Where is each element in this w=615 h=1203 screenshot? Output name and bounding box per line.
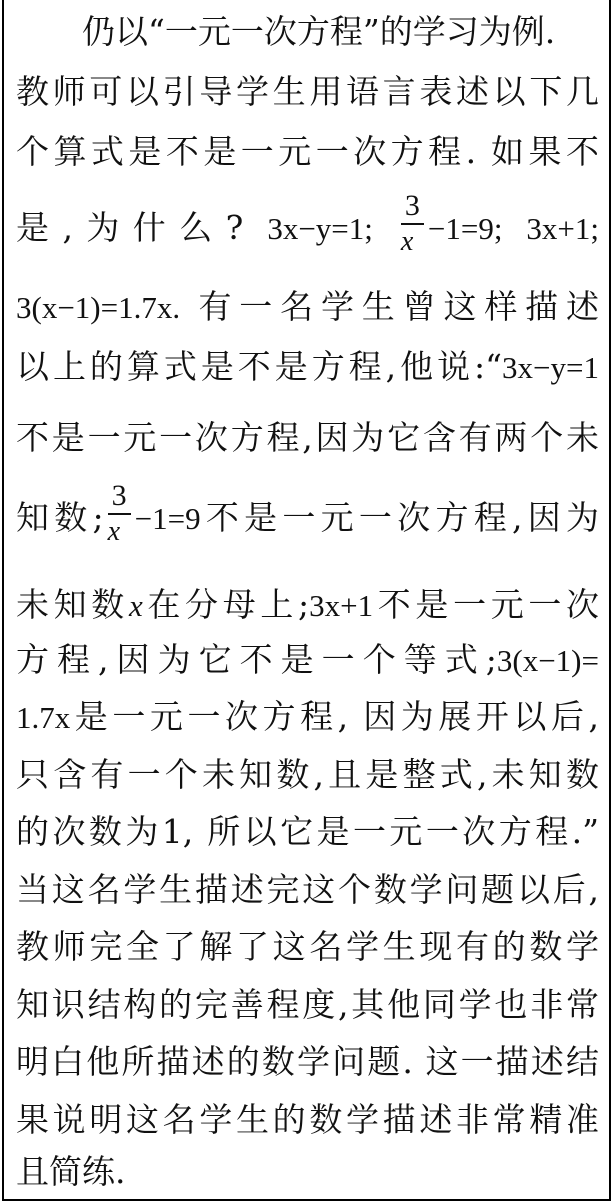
equation-inline: 3(x−1)= xyxy=(496,643,599,678)
text-segment: 当这名学生描述完这个数学问题以后, xyxy=(16,870,599,909)
text-line-8 xyxy=(16,473,599,563)
text-segment: 不是一元一次方程,因为 xyxy=(200,498,599,537)
text-line-7 xyxy=(16,418,599,458)
equation-3x-minus-y: 3x−y=1; xyxy=(267,211,373,246)
fraction-denominator: x xyxy=(400,226,414,257)
fraction-3-over-x xyxy=(401,189,424,259)
text-line-10 xyxy=(16,640,599,680)
fraction-denominator: x xyxy=(107,516,121,547)
equation-inline: 3x−y=1 xyxy=(502,350,599,385)
text-line-16 xyxy=(16,985,599,1025)
text-segment: 果说明这名学生的数学描述非常精准 xyxy=(16,1100,599,1139)
text-segment: 未知数 xyxy=(16,585,129,624)
text-line-3 xyxy=(16,132,599,172)
variable-x: x xyxy=(128,588,143,623)
fraction-3-over-x xyxy=(108,479,131,549)
text-segment: 知数; xyxy=(16,498,104,537)
text-line-9 xyxy=(16,585,599,625)
text-segment: 不是一元一次 xyxy=(373,585,599,624)
text-line-14 xyxy=(16,870,599,910)
text-segment: 是一元一次方程, 因为展开以后, xyxy=(70,697,599,736)
text-segment: 仍以“一元一次方程”的学习为例. xyxy=(82,12,556,51)
text-segment: 的次数为1, 所以它是一元一次方程.” xyxy=(16,812,599,851)
text-line-18 xyxy=(16,1100,599,1140)
text-segment: 有一名学生曾这样描述 xyxy=(198,287,599,326)
text-line-11 xyxy=(16,697,599,737)
text-line-4 xyxy=(16,183,599,273)
fraction-numerator: 3 xyxy=(108,479,131,515)
fraction-numerator: 3 xyxy=(401,189,424,225)
text-line-13 xyxy=(16,812,599,852)
text-line-1 xyxy=(16,12,599,52)
text-segment: 个算式是不是一元一次方程. 如果不 xyxy=(16,132,599,171)
expression-3x-plus-1: 3x+1 xyxy=(309,588,374,623)
text-segment: 以上的算式是不是方程,他说:“ xyxy=(16,347,503,386)
text-segment: 不是一元一次方程,因为它含有两个未 xyxy=(16,418,599,457)
text-segment: 教师可以引导学生用语言表述以下几 xyxy=(16,72,599,111)
expression-3x-plus-1: 3x+1; xyxy=(526,211,599,246)
text-line-2 xyxy=(16,72,599,112)
text-line-17 xyxy=(16,1042,599,1082)
text-segment: 是,为什么? xyxy=(16,208,244,247)
text-line-19 xyxy=(16,1152,599,1192)
text-segment: 且简练. xyxy=(16,1152,126,1191)
text-segment: 知识结构的完善程度,其他同学也非常 xyxy=(16,985,599,1024)
expression-1-7x: 1.7x xyxy=(16,700,71,735)
text-line-15 xyxy=(16,927,599,967)
text-segment: 教师完全了解了这名学生现有的数学 xyxy=(16,927,599,966)
equation-inline: 3(x−1)=1.7x. xyxy=(16,290,181,325)
text-line-5 xyxy=(16,287,599,327)
text-segment: 方程,因为它不是一个等式; xyxy=(16,640,497,679)
text-segment: 只含有一个未知数,且是整式,未知数 xyxy=(16,755,599,794)
equation-rest: −1=9 xyxy=(134,501,201,536)
text-segment: 明白他所描述的数学问题. 这一描述结 xyxy=(16,1042,599,1081)
text-segment: 在分母上; xyxy=(142,585,310,624)
equation-rest: −1=9; xyxy=(427,211,503,246)
text-line-12 xyxy=(16,755,599,795)
text-line-6 xyxy=(16,347,599,387)
